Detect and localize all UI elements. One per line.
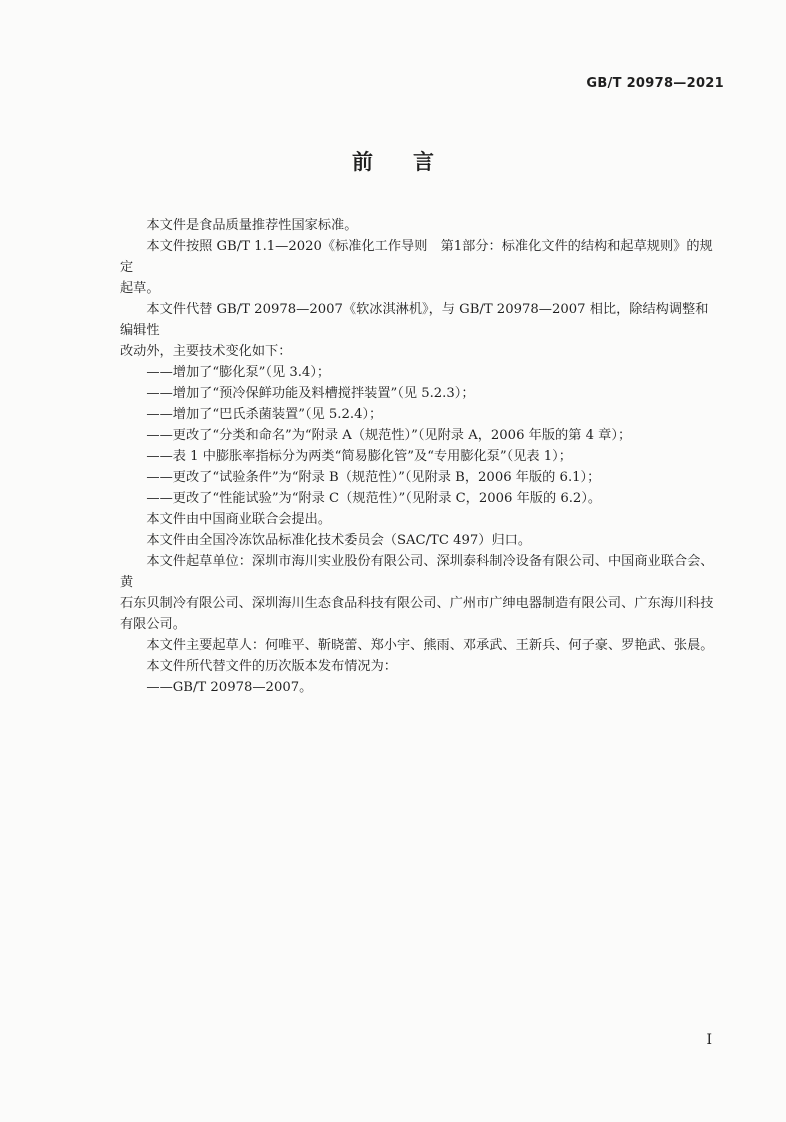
paragraph-6-line-1: 本文件起草单位：深圳市海川实业股份有限公司、深圳泰科制冷设备有限公司、中国商业联合会、黄 <box>120 554 714 590</box>
paragraph-7: 本文件主要起草人：何唯平、靳晓蕾、郑小宇、熊雨、邓承武、王新兵、何子豪、罗艳武、张晨。 <box>146 638 714 653</box>
history-item: ——GB/T 20978—2007。 <box>146 680 313 695</box>
paragraph-6-line-2: 石东贝制冷有限公司、深圳海川生态食品科技有限公司、广州市广绅电器制造有限公司、广东海川科技 <box>120 596 714 611</box>
paragraph-3-line-1: 本文件代替 GB/T 20978—2007《软冰淇淋机》，与 GB/T 20978—2007 相比，除结构调整和编辑性 <box>120 302 709 338</box>
change-item: ——更改了“试验条件”为“附录 B（规范性）”（见附录 B，2006 年版的 6.1）； <box>146 470 601 485</box>
paragraph-8: 本文件所代替文件的历次版本发布情况为： <box>146 659 397 674</box>
paragraph-2-line-1: 本文件按照 GB/T 1.1—2020《标准化工作导则 第1部分：标准化文件的结构和起草规则》的规定 <box>120 239 713 275</box>
page-number: I <box>706 1032 712 1048</box>
change-item: ——表 1 中膨胀率指标分为两类“简易膨化管”及“专用膨化泵”（见表 1）； <box>146 449 572 464</box>
standard-number: GB/T 20978—2021 <box>586 76 724 91</box>
paragraph-1: 本文件是食品质量推荐性国家标准。 <box>146 218 358 233</box>
paragraph-3-line-2: 改动外，主要技术变化如下： <box>120 344 292 359</box>
title-char-2: 言 <box>413 150 434 174</box>
page-title <box>0 146 786 176</box>
change-item: ——更改了“分类和命名”为“附录 A（规范性）”（见附录 A，2006 年版的第 4 章）； <box>146 428 632 443</box>
change-item: ——增加了“膨化泵”（见 3.4）； <box>146 365 331 380</box>
paragraph-4: 本文件由中国商业联合会提出。 <box>146 512 332 527</box>
change-item: ——更改了“性能试验”为“附录 C（规范性）”（见附录 C，2006 年版的 6.2）。 <box>146 491 602 506</box>
paragraph-5: 本文件由全国冷冻饮品标准化技术委员会（SAC/TC 497）归口。 <box>146 533 532 548</box>
foreword-body <box>120 215 720 698</box>
paragraph-2-line-2: 起草。 <box>120 281 160 296</box>
title-char-1: 前 <box>352 150 373 174</box>
change-item: ——增加了“巴氏杀菌装置”（见 5.2.4）； <box>146 407 383 422</box>
change-item: ——增加了“预冷保鲜功能及料槽搅拌装置”（见 5.2.3）； <box>146 386 475 401</box>
paragraph-6-line-3: 有限公司。 <box>120 617 186 632</box>
